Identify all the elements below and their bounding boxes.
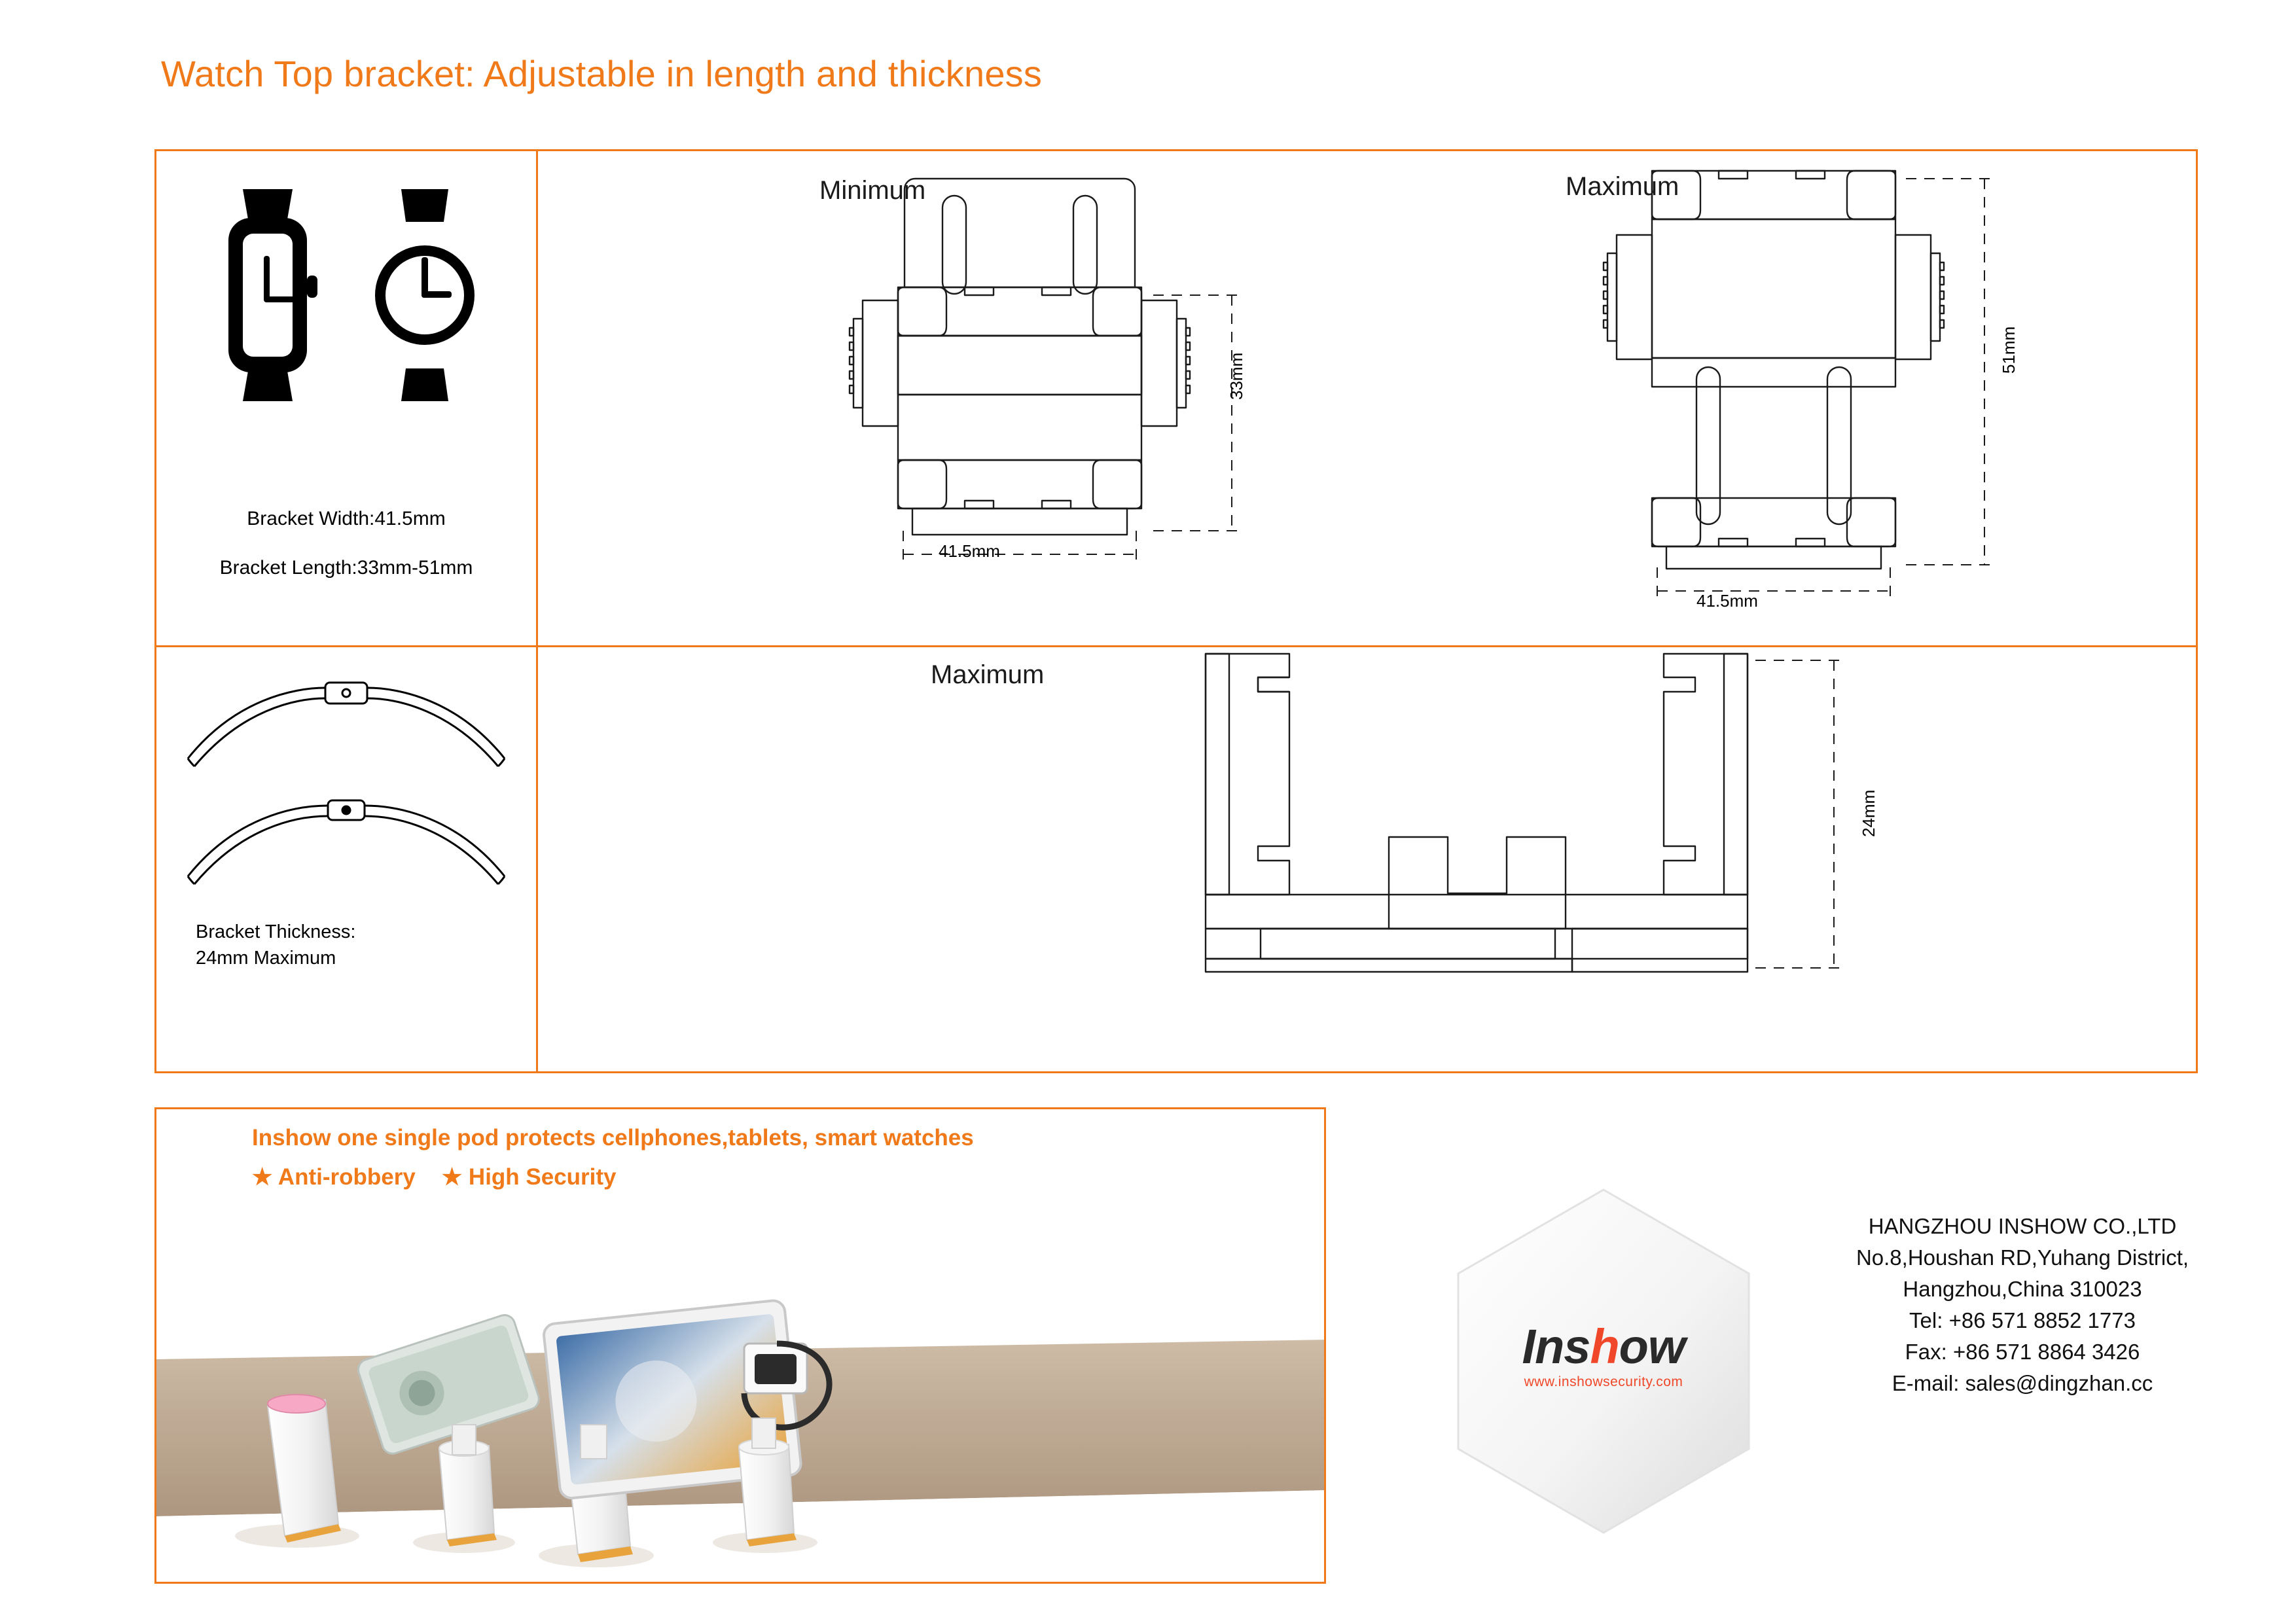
side-view-maximum-label: Maximum [931,660,1045,689]
min-height-dimension: 33mm [1227,352,1246,400]
cell-side-view [538,647,2198,1073]
thickness-dimension: 24mm [1859,789,1878,837]
contact-block [1793,1211,2251,1399]
logo-wordmark [1440,1319,1767,1374]
bracket-side-view-drawing [1179,641,2070,1046]
max-height-dimension: 51mm [1999,326,2018,374]
cell-watch-icons [156,151,536,645]
cell-top-views [538,151,2198,645]
feature-anti-robbery: ★ Anti-robbery [252,1164,416,1190]
fax: Fax: +86 571 8864 3426 [1905,1340,2140,1364]
logo-name-h: h [1590,1319,1619,1374]
cell-strap-thickness [156,647,536,1073]
thickness-line-2: 24mm Maximum [196,948,336,969]
logo-name-post: ow [1619,1319,1685,1374]
promo-panel [154,1107,1326,1584]
minimum-view-label: Minimum [819,176,926,205]
watch-strap-icon-group [176,680,516,896]
logo-website: www.inshowsecurity.com [1524,1374,1683,1389]
promo-features [252,1164,617,1190]
address-line-1: No.8,Houshan RD,Yuhang District, [1856,1245,2189,1270]
email: E-mail: sales@dingzhan.cc [1892,1371,2153,1395]
inshow-logo [1440,1178,1767,1544]
min-width-dimension: 41.5mm [939,541,1000,561]
bracket-top-view-maximum-drawing [1474,151,2168,635]
promo-headline: Inshow one single pod protects cellphones,tablets, smart watches [252,1125,974,1150]
max-width-dimension: 41.5mm [1696,591,1758,611]
round-watch-icon [359,184,490,406]
bracket-thickness-caption [196,919,355,971]
maximum-view-label: Maximum [1566,172,1679,201]
product-scene-photo [156,1228,1326,1582]
feature-high-security: ★ High Security [441,1164,617,1190]
watch-icon-row [156,177,536,413]
apple-watch-icon [202,184,333,406]
company-name: HANGZHOU INSHOW CO.,LTD [1868,1214,2177,1238]
address-line-2: Hangzhou,China 310023 [1903,1277,2142,1301]
thickness-line-1: Bracket Thickness: [196,921,356,942]
strap-illustrations [176,680,516,896]
bracket-width-label: Bracket Width:41.5mm [247,508,446,529]
telephone: Tel: +86 571 8852 1773 [1909,1308,2136,1332]
page-title: Watch Top bracket: Adjustable in length and thickness [161,53,1043,94]
bracket-length-label: Bracket Length:33mm-51mm [219,557,473,579]
spec-table [154,149,2198,1073]
bracket-top-view-minimum-drawing [734,164,1389,635]
logo-name-pre: Ins [1522,1319,1590,1374]
